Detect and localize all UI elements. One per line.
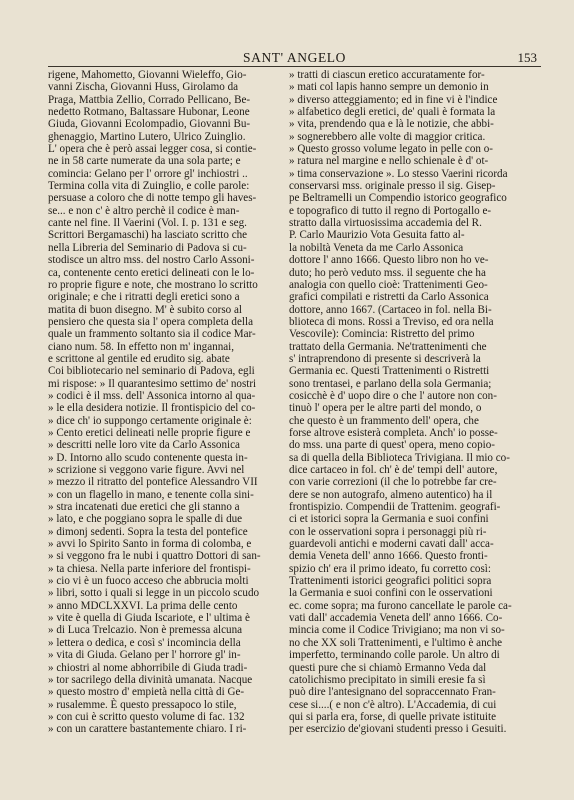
- text-line: e scrittone al gentile ed erudito sig. abate: [48, 352, 230, 365]
- text-line: mi rispose: » Il quarantesimo settimo de' nostri: [48, 377, 257, 390]
- text-line: » con un carattere bastantemente chiaro. I ri-: [48, 723, 247, 736]
- page-number: 153: [517, 50, 537, 65]
- text-line: » libri, sotto i quali si legge in un piccolo scudo: [48, 587, 260, 600]
- text-line: » descritti nelle loro vite da Carlo Assonica: [48, 439, 240, 452]
- text-line: » di Luca Trelcazio. Non è premessa alcuna: [48, 624, 243, 637]
- running-title: SANT' ANGELO: [242, 50, 346, 65]
- text-line: la nobiltà Veneta da me Carlo Assonica: [289, 241, 464, 254]
- text-line: » scrizione si veggono varie figure. Avvi nel: [48, 464, 245, 476]
- text-line: » le ella desidera notizie. Il frontispicio del co-: [48, 402, 256, 415]
- text-line: Giuda, Giovanni Ecolompadio, Giovanni Bu-: [48, 118, 251, 131]
- text-line: P. Carlo Maurizio Vota Gesuita fatto al-: [289, 229, 465, 242]
- text-line: » Cento eretici delineati nelle proprie figure e: [48, 426, 251, 439]
- text-line: » lettera o dedica, e così s' incomincia della: [48, 636, 241, 649]
- text-line: » mezzo il ritratto del pontefice Alessandro VII: [48, 476, 258, 489]
- text-line: Germania ec. Questi Trattenimenti o Ristretti: [289, 365, 490, 378]
- text-line: » questo mostro d' empietà nella città di Ge-: [48, 686, 245, 699]
- text-line: imperfetto, terminando colle parole. Un altro di: [289, 649, 500, 662]
- text-line: originale; e che i ritratti degli eretici sono a: [48, 291, 240, 304]
- text-line: ca, contenente cento eretici delineati con le lo-: [48, 266, 255, 279]
- text-line: persuase a coloro che di notte tempo gli haves-: [48, 192, 257, 205]
- text-line: cosicchè è d' uopo dire o che l' autore non con-: [289, 389, 497, 402]
- text-line: dice cartaceo in fol. ch' è de' tempi dell' autore,: [289, 464, 498, 476]
- text-line: qui si parla era, forse, di quelle private istituite: [289, 710, 497, 723]
- text-line: » con cui è scritto questo volume di fac. 132: [48, 710, 245, 723]
- text-line: nedetto Rotmano, Baltassare Hubonar, Leone: [48, 106, 250, 119]
- text-line: sa di quella della Biblioteca Trivigiana. Il mio co-: [289, 451, 510, 464]
- text-line: e topografico di tutto il regno di Portogallo e-: [289, 204, 492, 217]
- text-line: che questo è un frammento dell' opera, che: [289, 414, 479, 427]
- text-line: » tratti di ciascun eretico accuratamente for-: [289, 69, 485, 81]
- text-line: » vita di Giuda. Gelano per l' horrore gl' in-: [48, 649, 241, 662]
- right-text-column: [289, 69, 543, 736]
- text-line: blioteca di mons. Rossi a Treviso, ed ora nella: [289, 315, 494, 328]
- text-line: ne in 58 carte numerate da una sola parte; e: [48, 155, 241, 168]
- text-line: mincia come il Codice Trivigiano; ma non vi so-: [289, 624, 505, 637]
- text-line: forse altrove esisterà completa. Anch' io posse-: [289, 426, 498, 439]
- text-line: comincia: Gelano per l' orrore gl' inchiostri ..: [48, 167, 248, 180]
- text-line: » lato, e che poggiano sopra le spalle di due: [48, 513, 243, 526]
- text-line: guardevoli antichi e moderni cavati dall' acca-: [289, 538, 494, 551]
- text-line: conservarsi mss. originale presso il sig. Gisep-: [289, 180, 496, 193]
- left-text-column: [48, 69, 302, 736]
- text-line: » vita, prendendo qua e là le notizie, che abbi-: [289, 118, 494, 131]
- text-line: Termina colla vita di Zuinglio, e colle parole:: [48, 180, 250, 193]
- text-line: questi pure che si chiamò Ermanno Veda dal: [289, 661, 487, 674]
- text-line: con varie correzioni (il che lo potrebbe far cre-: [289, 476, 497, 489]
- text-line: tinuò l' opera per le altre parti del mondo, o: [289, 402, 482, 415]
- text-line: L' opera che è però assai legger cosa, si contie-: [48, 143, 257, 156]
- text-line: la Germania e suoi confini con le osservationi: [289, 587, 493, 600]
- text-line: ciano num. 58. In effetto non m' ingannai,: [48, 340, 235, 353]
- text-line: » avvi lo Spirito Santo in forma di colomba, e: [48, 538, 252, 551]
- text-line: » Questo grosso volume legato in pelle con o-: [289, 143, 493, 156]
- text-line: » dice ch' io suppongo certamente originale è:: [48, 414, 252, 427]
- text-line: » mati col lapis hanno sempre un demonio in: [289, 81, 489, 94]
- text-line: » D. Intorno allo scudo contenente questa in-: [48, 451, 248, 464]
- text-line: » chiostri al nome abhorribile di Giuda tradi-: [48, 661, 248, 674]
- text-line: Vescovile): Comincia: Ristretto del primo: [289, 328, 475, 341]
- text-line: cante nel fine. Il Vaerini (Vol. I. p. 131 e seg.: [48, 217, 247, 230]
- text-line: dottore l' anno 1666. Questo libro non ho ve-: [289, 254, 489, 267]
- text-line: » alfabetico degli eretici, de' quali è formata la: [289, 106, 496, 119]
- text-line: Praga, Mattbia Zellio, Corrado Pellicano, Be-: [48, 93, 251, 106]
- text-line: cese si....( e non c'è altro). L'Accademia, di cui: [289, 698, 497, 711]
- text-line: ghenaggio, Martino Lutero, Ulrico Zuinglio.: [48, 130, 246, 143]
- text-line: s' intraprendono di presente si descriverà la: [289, 352, 481, 365]
- text-line: dottore, anno 1667. (Cartaceo in fol. nella Bi-: [289, 303, 492, 316]
- text-line: con le osservationi sopra i personaggi più ri-: [289, 525, 487, 538]
- text-line: Trattenimenti istorici geografici politici sopra: [289, 575, 492, 588]
- text-line: vanni Zischa, Giovanni Huss, Girolamo da: [48, 81, 239, 94]
- text-line: matita di buon disegno. M' è subito corso al: [48, 303, 242, 316]
- text-line: pensiero che questa sia l' opera completa della: [48, 315, 253, 328]
- text-line: » ta chiesa. Nella parte inferiore del frontispi-: [48, 562, 251, 575]
- text-line: » tor sacrilego della divinità umanata. Nacque: [48, 673, 253, 686]
- text-line: » dimonj sedenti. Sopra la testa del pontefice: [48, 525, 248, 538]
- text-line: analogia con quello cioè: Trattenimenti Geo-: [289, 278, 488, 291]
- text-line: » ratura nel margine e nello schienale è d' ot-: [289, 155, 489, 168]
- text-line: pe Beltramelli un Compendio istorico geografico: [289, 192, 507, 205]
- text-line: » anno MDCLXXVI. La prima delle cento: [48, 599, 238, 612]
- text-line: » rusalemme. È questo pressapoco lo stile,: [48, 698, 237, 711]
- text-line: stratto dalla virtuosissima accademia del R.: [289, 217, 482, 230]
- text-line: nella Libreria del Seminario di Padova si cu-: [48, 241, 247, 254]
- page-header: [48, 50, 541, 67]
- text-line: » con un flagello in mano, e tenente colla sini-: [48, 488, 254, 501]
- text-line: » sognerebbero alle volte di maggior critica.: [289, 130, 486, 143]
- text-line: se... e non c' è altro perchè il codice è man-: [48, 204, 240, 217]
- text-line: catolichismo precipitato in simili eresie fa sì: [289, 673, 486, 686]
- text-line: per esercizio de'giovani studenti presso i Gesuiti.: [289, 723, 507, 736]
- text-line: vati dall' accademia Veneta dell' anno 1666. Co-: [289, 612, 503, 625]
- text-line: frontispizio. Compendii de Trattenim. geografi-: [289, 501, 501, 514]
- text-line: trattato della Germania. Ne'trattenimenti che: [289, 340, 487, 353]
- text-line: no che XX soli Trattenimenti, e l'ultimo è anche: [289, 636, 503, 649]
- text-line: » vite è quella di Giuda Iscariote, e l' ultima è: [48, 612, 250, 625]
- text-line: ro proprie figure e note, che mostrano lo scritto: [48, 278, 258, 291]
- text-line: sono trentasei, e parlano della sola Germania;: [289, 377, 492, 390]
- text-line: Scrittori Bergamaschi) ha lasciato scritto che: [48, 229, 248, 242]
- text-line: » codici è il mss. dell' Assonica intorno al qua-: [48, 389, 256, 402]
- text-line: » diverso atteggiamento; ed in fine vi è l'indice: [289, 93, 498, 106]
- text-line: quale un frammento soltanto sia il codice Mar-: [48, 328, 256, 341]
- text-line: demia Veneta dell' anno 1666. Questo fronti-: [289, 550, 488, 563]
- text-line: dere se non autografo, almeno autentico) ha il: [289, 488, 493, 501]
- text-line: spizio ch' era il primo ideato, fu corretto così:: [289, 562, 491, 575]
- text-line: stodisce un altro mss. del nostro Carlo Assoni-: [48, 254, 255, 267]
- text-line: » stra incatenati due eretici che gli stanno a: [48, 501, 240, 514]
- text-line: Coi bibliotecario nel seminario di Padova, egli: [48, 365, 255, 378]
- text-line: do mss. una parte di quest' opera, meno copio-: [289, 439, 495, 452]
- text-line: rigene, Mahometto, Giovanni Wieleffo, Gio-: [48, 69, 247, 81]
- text-line: ec. come sopra; ma furono cancellate le parole ca-: [289, 599, 512, 612]
- text-line: ci et istorici sopra la Germania e suoi confini: [289, 513, 489, 526]
- text-line: » si veggono fra le nubi i quattro Dottori di san-: [48, 550, 261, 563]
- text-line: » tima conservazione ». Lo stesso Vaerini ricorda: [289, 167, 508, 180]
- text-line: » cio vi è un fuoco acceso che abbrucia molti: [48, 575, 249, 588]
- text-line: può dire l'antesignano del sopraccennato Fran-: [289, 686, 496, 699]
- text-line: grafici compilati e ristretti da Carlo Assonica: [289, 291, 489, 304]
- text-line: duto; ho però veduto mss. il seguente che ha: [289, 266, 486, 279]
